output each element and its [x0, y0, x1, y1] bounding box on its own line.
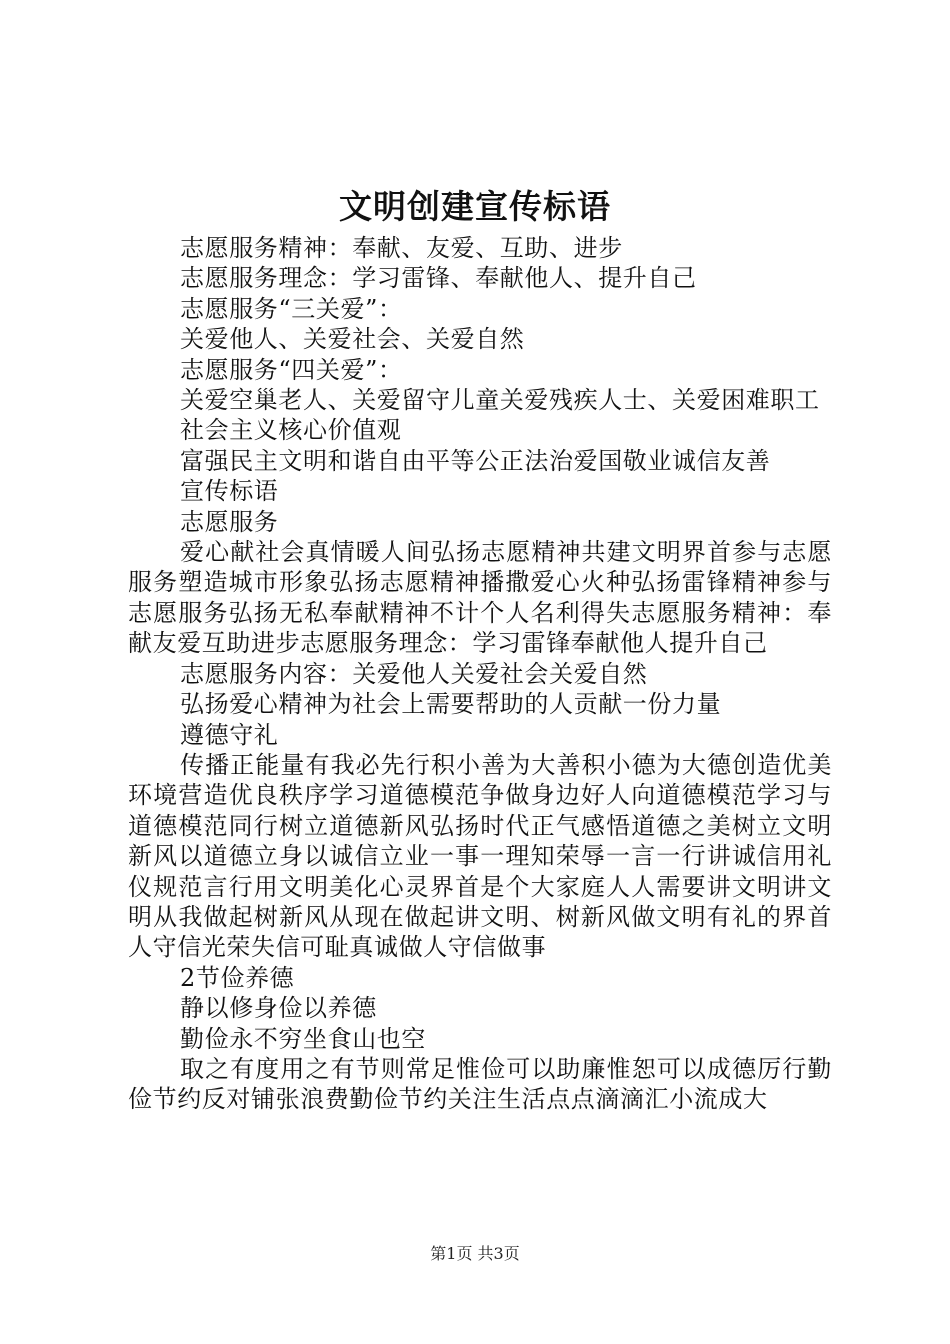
- paragraph: 关爱他人、关爱社会、关爱自然: [180, 325, 525, 354]
- paragraph: 志愿服务“三关爱”：: [180, 294, 403, 323]
- paragraph: 静以修身俭以养德: [180, 994, 377, 1023]
- paragraph: 志愿服务理念：学习雷锋、奉献他人、提升自己: [180, 264, 697, 293]
- paragraph: 宣传标语: [180, 477, 279, 506]
- paragraph: 富强民主文明和谐自由平等公正法治爱国敬业诚信友善: [180, 446, 771, 475]
- paragraph: 志愿服务内容：关爱他人关爱社会关爱自然: [180, 659, 648, 688]
- paragraph: 取之有度用之有节则常足惟俭可以助廉惟恕可以成德厉行勤俭节约反对铺张浪费勤俭节约关注生活点点滴滴汇小流成大: [128, 1054, 832, 1114]
- paragraph: 志愿服务精神：奉献、友爱、互助、进步: [180, 234, 623, 262]
- paragraph: 社会主义核心价值观: [180, 416, 402, 445]
- paragraph: 关爱空巢老人、关爱留守儿童关爱残疾人士、关爱困难职工: [180, 386, 820, 415]
- paragraph: 志愿服务: [180, 507, 279, 536]
- paragraph: 2节俭养德: [180, 963, 295, 992]
- paragraph: 弘扬爱心精神为社会上需要帮助的人贡献一份力量: [180, 690, 722, 719]
- paragraph: 传播正能量有我必先行积小善为大善积小德为大德创造优美环境营造优良秩序学习道德模范争做身边好人向道德模范学习与道德模范同行树立道德新风弘扬时代正气感悟道德之美树立文明新风以道德立身以诚信立业一事一理知荣辱一言一行讲诚信用礼仪规范言行用文明美化心灵界首是个大家庭人人需要讲文明讲文明从我做起树新风从现在做起讲文明、树新风做文明有礼的界首人守信光荣失信可耻真诚做人守信做事: [128, 750, 832, 962]
- paragraph: 志愿服务“四关爱”：: [180, 355, 403, 384]
- document-title: 文明创建宣传标语: [339, 187, 611, 226]
- paragraph: 遵德守礼: [180, 720, 279, 749]
- document-body: [128, 233, 832, 1115]
- paragraph: 勤俭永不穷坐食山也空: [180, 1024, 426, 1053]
- paragraph: 爱心献社会真情暖人间弘扬志愿精神共建文明界首参与志愿服务塑造城市形象弘扬志愿精神播撒爱心火种弘扬雷锋精神参与志愿服务弘扬无私奉献精神不计个人名利得失志愿服务精神：奉献友爱互助进步志愿服务理念：学习雷锋奉献他人提升自己: [128, 538, 832, 658]
- page-footer: 第1页 共3页: [430, 1244, 520, 1263]
